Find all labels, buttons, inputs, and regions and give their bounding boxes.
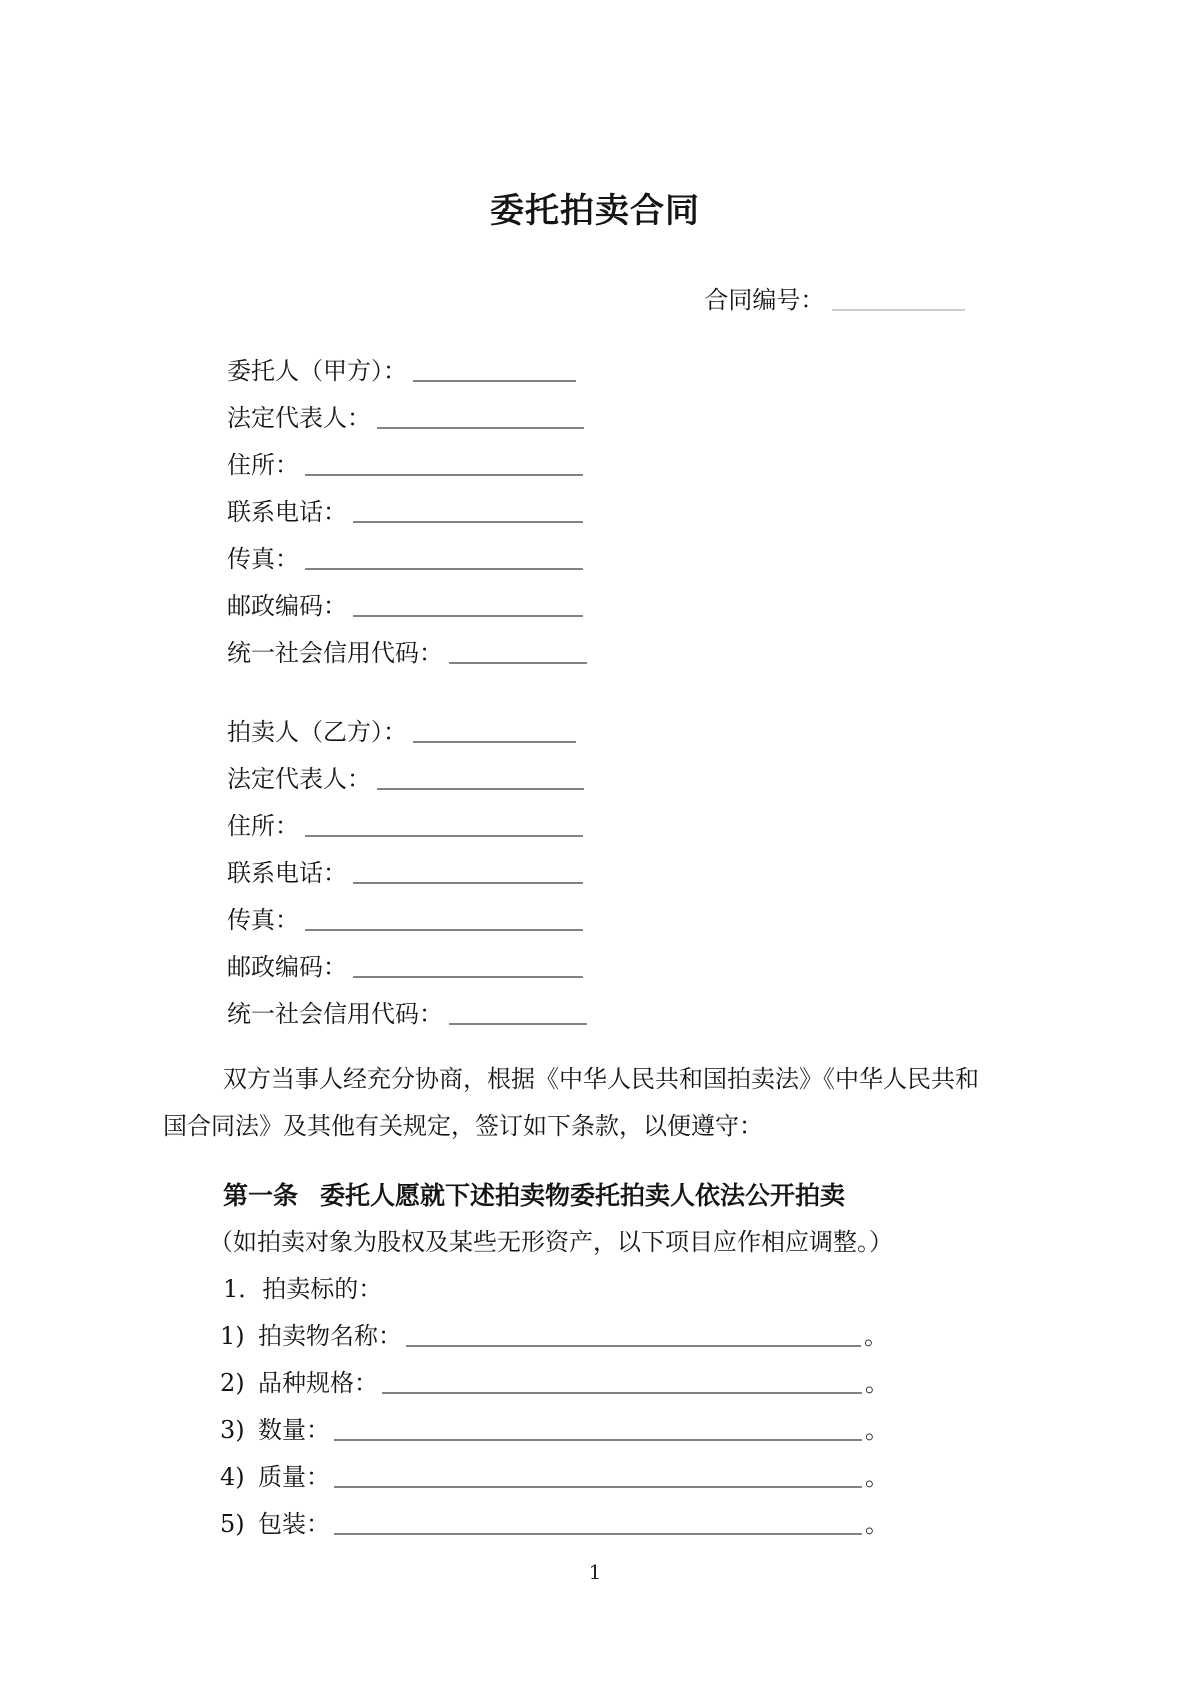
full-stop: 。: [865, 1510, 889, 1538]
contract-number-blank: [832, 309, 965, 311]
full-stop: 。: [865, 1463, 889, 1491]
fill-in-blank: [334, 1439, 862, 1441]
full-stop: 。: [865, 1416, 889, 1444]
list-item-name: [163, 1313, 1027, 1360]
field-row-address: [163, 442, 1027, 489]
list-item-label: 拍卖物名称：: [258, 1322, 402, 1350]
field-row-phone: [163, 850, 1027, 897]
fill-in-blank: [353, 615, 583, 617]
field-row-auctioneer: [163, 709, 1027, 756]
preamble-line-2: 国合同法》及其他有关规定，签订如下条款，以便遵守：: [163, 1112, 763, 1140]
fill-in-blank: [305, 568, 583, 570]
list-item-quality: [163, 1454, 1027, 1501]
auction-subject-subheading: 1．拍卖标的：: [223, 1275, 383, 1303]
field-label: 拍卖人（乙方）：: [227, 718, 407, 746]
field-row-phone: [163, 489, 1027, 536]
fill-in-blank: [377, 427, 584, 429]
field-label: 法定代表人：: [227, 765, 371, 793]
fill-in-blank: [334, 1533, 862, 1535]
list-item-packaging: [163, 1501, 1027, 1548]
field-label: 联系电话：: [227, 859, 347, 887]
field-row-fax: [163, 536, 1027, 583]
list-item-label: 质量：: [258, 1463, 330, 1491]
fill-in-blank: [406, 1345, 861, 1347]
list-item-label: 包装：: [258, 1510, 330, 1538]
fill-in-blank: [449, 1023, 587, 1025]
full-stop: 。: [865, 1369, 889, 1397]
document-title: 委托拍卖合同: [490, 191, 700, 231]
list-item-number: 5): [220, 1510, 245, 1538]
party-b-section: [163, 709, 1027, 1038]
auction-subject-list: [163, 1313, 1027, 1548]
field-row-address: [163, 803, 1027, 850]
list-item-number: 3): [220, 1416, 245, 1444]
field-label: 联系电话：: [227, 498, 347, 526]
field-row-principal: [163, 348, 1027, 395]
list-item-spec: [163, 1360, 1027, 1407]
fill-in-blank: [377, 788, 584, 790]
field-row-credit-code: [163, 630, 1027, 677]
article-1-title: 委托人愿就下述拍卖物委托拍卖人依法公开拍卖: [320, 1181, 846, 1210]
fill-in-blank: [305, 474, 583, 476]
field-row-legal-rep: [163, 395, 1027, 442]
preamble-line-1: 双方当事人经充分协商，根据《中华人民共和国拍卖法》《中华人民共和: [223, 1065, 979, 1093]
page-number: 1: [588, 1560, 602, 1584]
fill-in-blank: [305, 929, 583, 931]
list-item-number: 2): [220, 1369, 245, 1397]
field-row-credit-code: [163, 991, 1027, 1038]
field-label: 邮政编码：: [227, 592, 347, 620]
fill-in-blank: [413, 380, 576, 382]
list-item-quantity: [163, 1407, 1027, 1454]
field-label: 邮政编码：: [227, 953, 347, 981]
list-item-label: 品种规格：: [258, 1369, 378, 1397]
fill-in-blank: [353, 882, 583, 884]
fill-in-blank: [353, 521, 583, 523]
fill-in-blank: [413, 741, 576, 743]
field-label: 统一社会信用代码：: [227, 1000, 443, 1028]
field-label: 住所：: [227, 451, 299, 479]
field-label: 统一社会信用代码：: [227, 639, 443, 667]
field-row-fax: [163, 897, 1027, 944]
fill-in-blank: [305, 835, 583, 837]
fill-in-blank: [334, 1486, 862, 1488]
article-1-note: （如拍卖对象为股权及某些无形资产，以下项目应作相应调整。）: [209, 1228, 893, 1256]
list-item-label: 数量：: [258, 1416, 330, 1444]
field-row-postcode: [163, 944, 1027, 991]
preamble-paragraph: [163, 1056, 1027, 1150]
article-1-heading: [163, 1172, 1027, 1219]
field-label: 委托人（甲方）：: [227, 357, 407, 385]
field-label: 传真：: [227, 906, 299, 934]
list-item-number: 1): [220, 1322, 245, 1350]
field-label: 住所：: [227, 812, 299, 840]
full-stop: 。: [864, 1322, 888, 1350]
article-1-number: 第一条: [223, 1181, 299, 1210]
contract-number-label: 合同编号：: [704, 286, 825, 314]
fill-in-blank: [449, 662, 587, 664]
field-row-legal-rep: [163, 756, 1027, 803]
field-label: 法定代表人：: [227, 404, 371, 432]
field-label: 传真：: [227, 545, 299, 573]
list-item-number: 4): [220, 1463, 245, 1491]
field-row-postcode: [163, 583, 1027, 630]
contract-number-row: [163, 282, 1027, 318]
fill-in-blank: [382, 1392, 862, 1394]
fill-in-blank: [353, 976, 583, 978]
party-a-section: [163, 348, 1027, 677]
